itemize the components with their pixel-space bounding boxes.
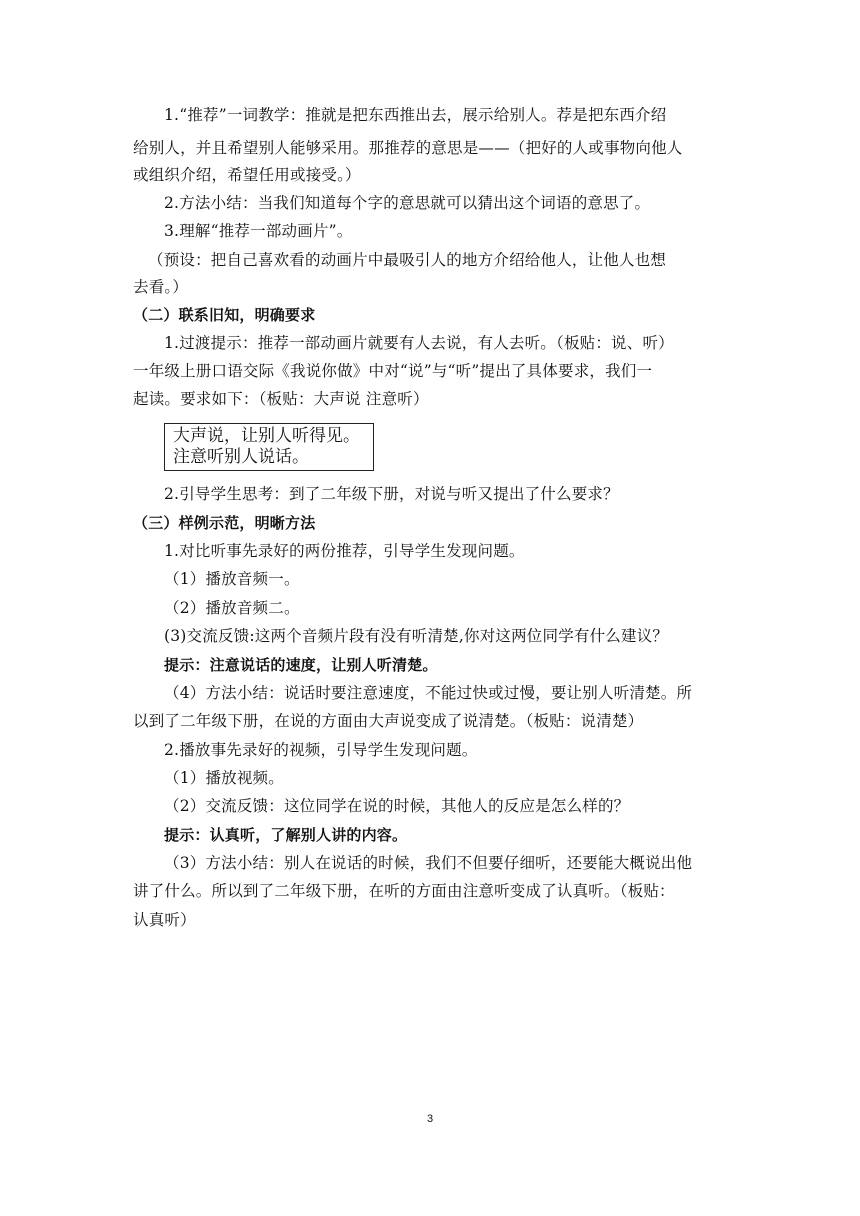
paragraph-line: 给别人，并且希望别人能够采用。那推荐的意思是——（把好的人或事物向他人 xyxy=(133,139,683,157)
paragraph-line: 起读。要求如下：（板贴：大声说 注意听） xyxy=(133,390,429,408)
box-line: 大声说，让别人听得见。 xyxy=(173,426,360,446)
page-number: 3 xyxy=(426,1113,434,1125)
paragraph-line: （2）播放音频二。 xyxy=(164,599,300,617)
paragraph-line: 或组织介绍，希望任用或接受。） xyxy=(133,166,361,184)
paragraph-line: 1.“推荐”一词教学：推就是把东西推出去，展示给别人。荐是把东西介绍 xyxy=(164,106,667,124)
tip-text: 提示：认真听，了解别人讲的内容。 xyxy=(164,826,408,844)
paragraph-line: （1）播放视频。 xyxy=(164,769,284,787)
tip-text: 提示：注意说话的速度，让别人听清楚。 xyxy=(164,656,438,674)
paragraph-line: （1）播放音频一。 xyxy=(164,570,300,588)
paragraph-line: 2.引导学生思考：到了二年级下册，对说与听又提出了什么要求？ xyxy=(164,485,619,503)
paragraph-line: 2.方法小结：当我们知道每个字的意思就可以猜出这个词语的意思了。 xyxy=(164,194,651,212)
requirements-box xyxy=(164,423,374,471)
section-heading-3: （三）样例示范，明晰方法 xyxy=(133,514,316,532)
paragraph-line: 以到了二年级下册，在说的方面由大声说变成了说清楚。（板贴：说清楚） xyxy=(133,712,644,730)
paragraph-line: 去看。） xyxy=(133,278,189,296)
section-heading-2: （二）联系旧知，明确要求 xyxy=(133,306,316,324)
paragraph-line: 2.播放事先录好的视频，引导学生发现问题。 xyxy=(164,741,478,759)
paragraph-line: 1.对比听事先录好的两份推荐，引导学生发现问题。 xyxy=(164,542,525,560)
paragraph-line: 一年级上册口语交际《我说你做》中对“说”与“听”提出了具体要求，我们一 xyxy=(133,362,653,380)
paragraph-line: 3.理解“推荐一部动画片”。 xyxy=(164,222,353,240)
box-line: 注意听别人说话。 xyxy=(173,447,309,467)
paragraph-line: （4）方法小结：说话时要注意速度，不能过快或过慢，要让别人听清楚。所 xyxy=(164,684,693,702)
paragraph-line: 认真听） xyxy=(133,911,196,929)
paragraph-line: 1.过渡提示：推荐一部动画片就要有人去说，有人去听。（板贴：说、听） xyxy=(164,334,674,352)
paragraph-line: （3）方法小结：别人在说话的时候，我们不但要仔细听，还要能大概说出他 xyxy=(164,854,693,872)
paragraph-line: （预设：把自己喜欢看的动画片中最吸引人的地方介绍给他人，让他人也想 xyxy=(148,251,667,269)
paragraph-line: （2）交流反馈：这位同学在说的时候，其他人的反应是怎么样的？ xyxy=(164,797,630,815)
paragraph-line: (3)交流反馈:这两个音频片段有没有听清楚,你对这两位同学有什么建议？ xyxy=(164,627,669,645)
paragraph-line: 讲了什么。所以到了二年级下册，在听的方面由注意听变成了认真听。（板贴： xyxy=(133,882,675,900)
